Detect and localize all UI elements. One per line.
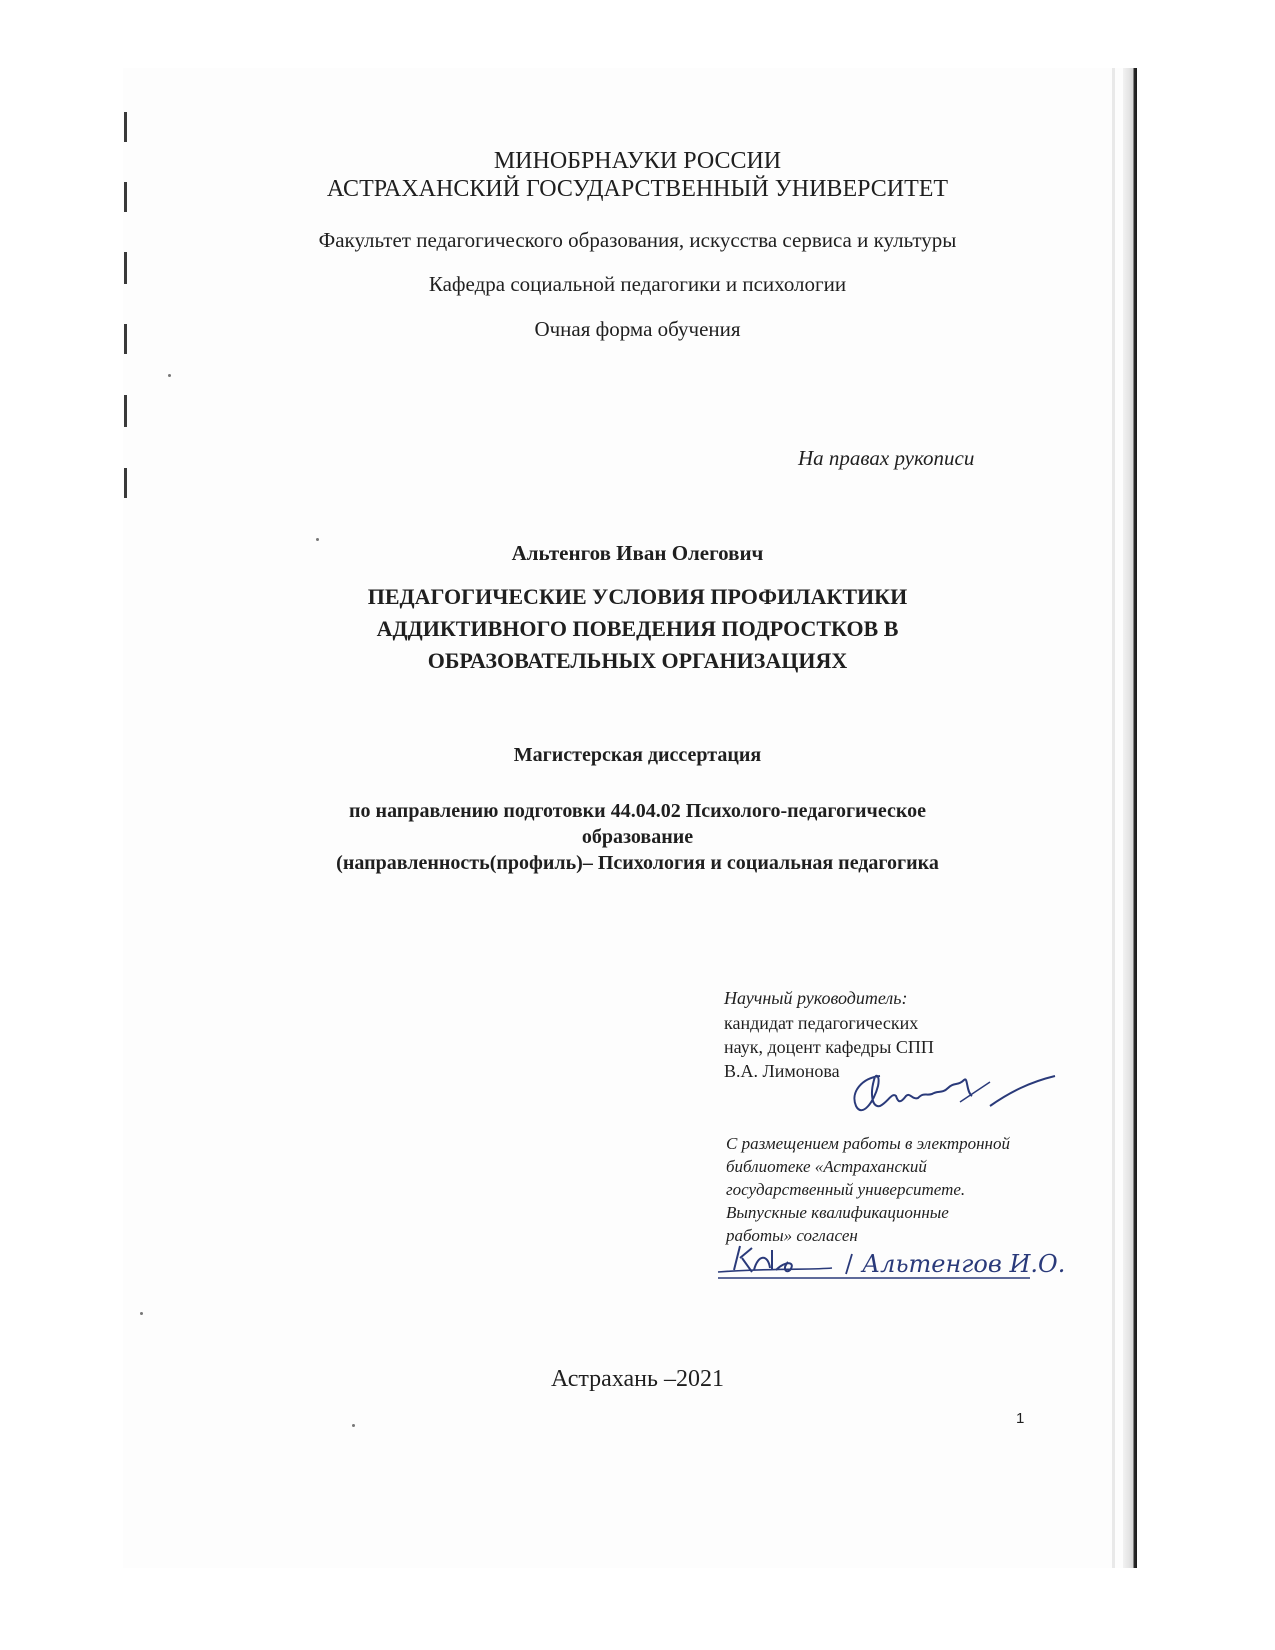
- supervisor-line-1: кандидат педагогических: [724, 1013, 919, 1033]
- university-line: АСТРАХАНСКИЙ ГОСУДАРСТВЕННЫЙ УНИВЕРСИТЕТ: [326, 176, 949, 202]
- supervisor-name: В.А. Лимонова: [724, 1061, 840, 1081]
- city-year: Астрахань –2021: [551, 1366, 724, 1392]
- direction-line-3: (направленность(профиль)– Психология и социальная педагогика: [336, 852, 939, 874]
- binding-mark: [124, 112, 127, 142]
- consent-line-5: работы» согласен: [726, 1226, 858, 1245]
- department-line: Кафедра социальной педагогики и психологии: [428, 272, 847, 296]
- direction-line-2: образование: [581, 826, 694, 848]
- student-signature: [712, 1232, 1066, 1286]
- direction-line-1: по направлению подготовки 44.04.02 Психолого-педагогическое: [349, 800, 926, 822]
- supervisor-signature: [840, 1062, 1060, 1124]
- study-form-line: Очная форма обучения: [534, 317, 741, 341]
- consent-line-3: государственный университете.: [726, 1180, 966, 1199]
- student-handwritten-name: Альтенгов И.О.: [862, 1250, 1066, 1278]
- consent-line-2: библиотеке «Астраханский: [726, 1157, 927, 1176]
- manuscript-note: На правах рукописи: [798, 446, 975, 470]
- consent-line-4: Выпускные квалификационные: [726, 1203, 949, 1222]
- thesis-title-line-2: АДДИКТИВНОГО ПОВЕДЕНИЯ ПОДРОСТКОВ В: [376, 616, 899, 641]
- thesis-title-line-3: ОБРАЗОВАТЕЛЬНЫХ ОРГАНИЗАЦИЯХ: [427, 648, 848, 673]
- work-type: Магистерская диссертация: [513, 744, 762, 766]
- binding-mark: [124, 395, 127, 427]
- faculty-line: Факультет педагогического образования, искусства сервиса и культуры: [318, 228, 957, 252]
- consent-line-1: С размещением работы в электронной: [726, 1134, 1010, 1153]
- binding-mark: [124, 468, 127, 498]
- author-name: Альтенгов Иван Олегович: [511, 541, 764, 565]
- scan-speck: [140, 1312, 143, 1315]
- thesis-title-line-1: ПЕДАГОГИЧЕСКИЕ УСЛОВИЯ ПРОФИЛАКТИКИ: [367, 584, 908, 609]
- supervisor-line-2: наук, доцент кафедры СПП: [724, 1037, 934, 1057]
- scan-speck: [168, 374, 171, 377]
- supervisor-label: Научный руководитель:: [724, 988, 908, 1008]
- page-number: 1: [1016, 1410, 1025, 1427]
- ministry-line: МИНОБРНАУКИ РОССИИ: [493, 148, 782, 174]
- scan-speck: [352, 1424, 355, 1427]
